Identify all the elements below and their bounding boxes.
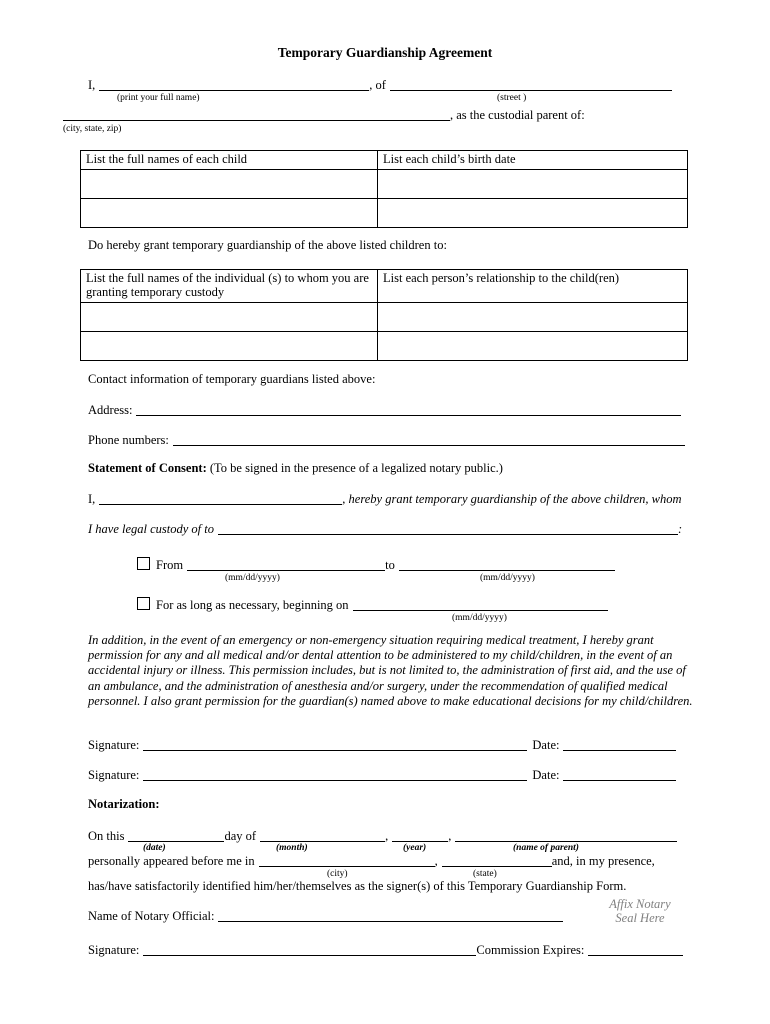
child-name-cell-1[interactable] <box>81 170 378 199</box>
notary-state-field[interactable] <box>442 853 552 867</box>
declarant-line <box>88 77 672 93</box>
notary-year-field[interactable] <box>392 828 448 842</box>
comma-3: , <box>434 854 438 868</box>
date-1-field[interactable] <box>563 737 676 751</box>
parent-name-field[interactable] <box>99 77 369 91</box>
custodial-label: , as the custodial parent of: <box>450 108 585 122</box>
notary-date-line <box>88 828 677 844</box>
date-1-label: Date: <box>532 738 560 752</box>
appeared-line <box>88 853 655 869</box>
signature-2-field[interactable] <box>143 767 527 781</box>
state-hint: (state) <box>473 869 497 879</box>
notary-month-field[interactable] <box>260 828 385 842</box>
phone-label: Phone numbers: <box>88 433 169 447</box>
guardian-relationship-cell-2[interactable] <box>378 332 688 361</box>
guardian-name-cell-1[interactable] <box>81 303 378 332</box>
notary-date-field[interactable] <box>128 828 224 842</box>
name-of-parent-hint: (name of parent) <box>513 843 579 853</box>
custody-children-field[interactable] <box>218 521 678 535</box>
custody-colon: : <box>678 522 683 536</box>
signature-1-label: Signature: <box>88 738 140 752</box>
month-hint: (month) <box>276 843 308 853</box>
date-2-field[interactable] <box>563 767 676 781</box>
affix-seal-line-1: Affix Notary <box>609 897 671 911</box>
signature-line-2 <box>88 767 676 783</box>
consent-parent-name-field[interactable] <box>99 491 342 505</box>
grant-statement: Do hereby grant temporary guardianship of the above listed children to: <box>88 238 447 252</box>
table-row <box>81 303 688 332</box>
signature-2-label: Signature: <box>88 768 140 782</box>
guardian-names-header: List the full names of the individual (s) to whom you are granting temporary custody <box>81 270 378 303</box>
page-title: Temporary Guardianship Agreement <box>277 45 493 60</box>
to-date-field[interactable] <box>399 557 615 571</box>
table-row <box>81 170 688 199</box>
consent-note: (To be signed in the presence of a legalized notary public.) <box>209 461 503 475</box>
to-date-hint: (mm/dd/yyyy) <box>480 573 535 583</box>
child-birthdate-cell-1[interactable] <box>378 170 688 199</box>
custodial-line <box>63 107 585 123</box>
street-hint: (street ) <box>497 93 527 103</box>
comma-2: , <box>448 829 452 843</box>
affix-seal-note <box>588 897 692 925</box>
beginning-date-hint: (mm/dd/yyyy) <box>452 613 507 623</box>
notarization-heading: Notarization: <box>88 797 160 811</box>
children-birthdates-header: List each child’s birth date <box>378 151 688 170</box>
consent-heading: Statement of Consent: <box>88 461 207 475</box>
notary-name-label: Name of Notary Official: <box>88 909 215 923</box>
custody-text: I have legal custody of to <box>88 522 215 536</box>
address-field[interactable] <box>136 402 681 416</box>
date-hint: (date) <box>143 843 166 853</box>
notary-parent-name-field[interactable] <box>455 828 677 842</box>
notary-signature-field[interactable] <box>143 942 476 956</box>
year-hint: (year) <box>403 843 427 853</box>
signature-1-field[interactable] <box>143 737 527 751</box>
phone-line <box>88 432 685 448</box>
address-line <box>88 402 681 418</box>
medical-consent-paragraph: In addition, in the event of an emergency or non-emergency situation requiring medical treatment, I hereby grant permission for any and all medical and/or dental attention to be administered to my child/children, in the event of an accidental injury or illness. This permission includes, but is not limited to, the administration of first aid, and the use of an ambulance, and the administration of anesthesia and/or surgery, under the recommendation of qualified medical personnel. I also grant permission for the guardian(s) named above to make educational decisions for my child/children. <box>88 633 693 708</box>
appeared-label: personally appeared before me in <box>88 854 255 868</box>
as-long-line <box>137 597 608 613</box>
city-state-zip-hint: (city, state, zip) <box>63 124 122 134</box>
notary-name-line <box>88 908 563 924</box>
custody-line <box>88 521 682 537</box>
child-name-cell-2[interactable] <box>81 199 378 228</box>
date-2-label: Date: <box>532 768 560 782</box>
comma-1: , <box>385 829 389 843</box>
on-this-label: On this <box>88 829 125 843</box>
street-field[interactable] <box>390 77 672 91</box>
signature-line-1 <box>88 737 676 753</box>
consent-declarant-line <box>88 491 682 507</box>
guardians-table <box>80 269 688 361</box>
consent-heading-line <box>88 461 503 476</box>
guardians-table-header-row <box>81 270 688 303</box>
declarant-i-label: I, <box>88 78 96 92</box>
identified-line: has/have satisfactorily identified him/her/themselves as the signer(s) of this Temporary Guardianship Form. <box>88 879 627 893</box>
day-of-label: day of <box>224 829 257 843</box>
address-label: Address: <box>88 403 133 417</box>
city-hint: (city) <box>327 869 348 879</box>
guardian-name-cell-2[interactable] <box>81 332 378 361</box>
from-to-checkbox[interactable] <box>137 557 150 570</box>
contact-statement: Contact information of temporary guardians listed above: <box>88 372 376 386</box>
print-name-hint: (print your full name) <box>117 93 200 103</box>
guardian-relationship-cell-1[interactable] <box>378 303 688 332</box>
as-long-label: For as long as necessary, beginning on <box>156 598 349 612</box>
from-to-line <box>137 557 615 573</box>
children-table <box>80 150 688 228</box>
from-label: From <box>156 558 184 572</box>
commission-expires-field[interactable] <box>588 942 683 956</box>
notary-city-field[interactable] <box>259 853 435 867</box>
affix-seal-line-2: Seal Here <box>615 911 665 925</box>
city-state-zip-field[interactable] <box>63 107 450 121</box>
consent-i-label: I, <box>88 492 96 506</box>
phone-numbers-field[interactable] <box>173 432 685 446</box>
beginning-date-field[interactable] <box>353 597 608 611</box>
guardian-relationship-header: List each person’s relationship to the child(ren) <box>378 270 688 303</box>
table-row <box>81 332 688 361</box>
table-row <box>81 199 688 228</box>
of-label: , of <box>369 78 386 92</box>
presence-label: and, in my presence, <box>551 854 655 868</box>
commission-label: Commission Expires: <box>476 943 585 957</box>
notary-name-field[interactable] <box>218 908 563 922</box>
from-date-field[interactable] <box>187 557 385 571</box>
child-birthdate-cell-2[interactable] <box>378 199 688 228</box>
children-names-header: List the full names of each child <box>81 151 378 170</box>
consent-grant-text: , hereby grant temporary guardianship of the above children, whom <box>342 492 682 506</box>
as-long-as-necessary-checkbox[interactable] <box>137 597 150 610</box>
to-label: to <box>385 558 395 572</box>
notary-signature-line <box>88 942 683 958</box>
from-date-hint: (mm/dd/yyyy) <box>225 573 280 583</box>
notary-signature-label: Signature: <box>88 943 140 957</box>
children-table-header-row <box>81 151 688 170</box>
